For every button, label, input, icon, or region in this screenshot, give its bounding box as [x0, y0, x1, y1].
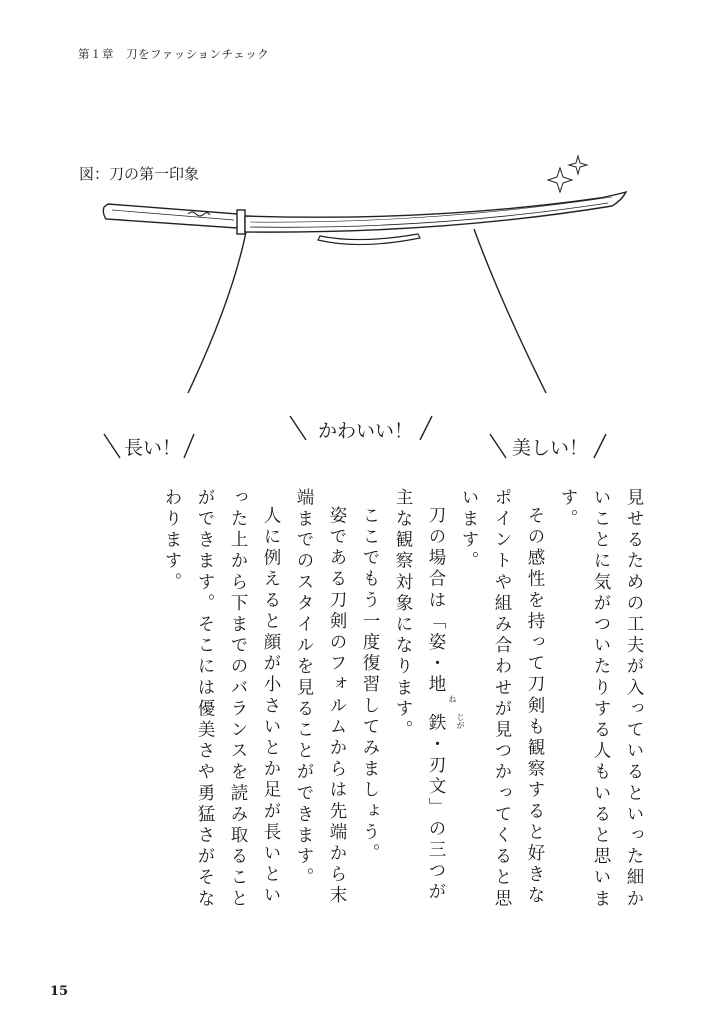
callout-mark	[184, 434, 194, 458]
sword-blade	[245, 192, 626, 232]
callout-mark	[594, 434, 606, 458]
stand-left-leg	[188, 232, 246, 393]
callout-mark	[104, 434, 120, 458]
callout-cute: かわいい！	[318, 420, 414, 442]
paragraph: 人に例えると顔が小さいとか足が長いといった上から下までのバランスを読み取ることができます。そこには優美さや勇猛さがそなわります。	[162, 488, 281, 910]
sword-illustration	[0, 0, 722, 470]
paragraph-part: ・刃文」の三つが主な観察対象になります。	[393, 488, 446, 903]
callout-mark	[420, 416, 432, 440]
paragraph	[386, 488, 465, 918]
figure-caption: 図：刀の第一印象	[79, 165, 200, 183]
paragraph: ここでもう一度復習してみましょう。	[360, 505, 380, 865]
running-head: 第１章 刀をファッションチェック	[78, 47, 270, 61]
callout-mark	[490, 434, 506, 458]
stand-top	[318, 234, 420, 245]
paragraph: 姿である刀剣のフォルムからは先端から末端までのスタイルを見ることができます。	[294, 488, 347, 907]
callout-beautiful: 美しい！	[512, 437, 589, 459]
paragraph: 見せるための工夫が入っているといった細かいことに気がついたりする人もいると思います。	[558, 488, 644, 910]
sword-guard	[237, 210, 245, 234]
body-text	[70, 488, 650, 918]
callout-mark	[290, 416, 306, 440]
ruby-base: 鉄	[426, 712, 446, 735]
paragraph-part: 刀の場合は「姿・地	[426, 505, 446, 696]
sparkle-icon	[548, 168, 572, 192]
ruby-word	[419, 695, 465, 735]
sword-handle	[103, 204, 238, 228]
paragraph: その感性を持って刀剣も観察すると好きなポイントや組み合わせが見つかってくると思います。	[459, 488, 545, 910]
page-number: 15	[50, 984, 69, 999]
stand-right-leg	[474, 229, 546, 393]
callout-long: 長い！	[124, 437, 182, 459]
furigana: じがね	[448, 695, 465, 729]
sparkle-icon	[569, 156, 587, 174]
